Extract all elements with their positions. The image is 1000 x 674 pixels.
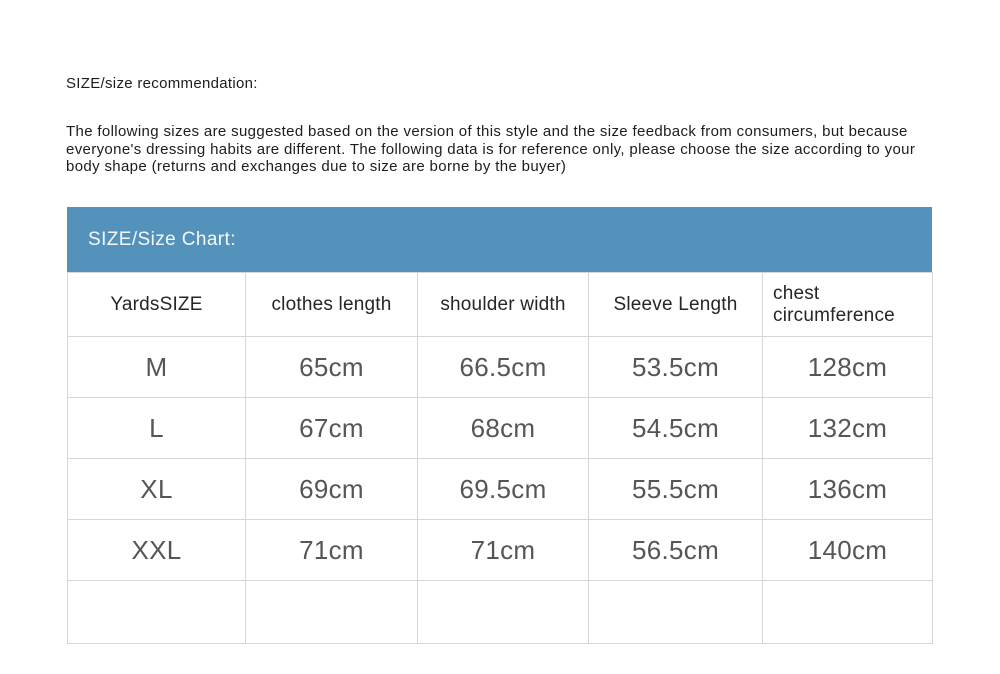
table-header-row (68, 273, 933, 337)
page-title: SIZE/size recommendation: (66, 75, 258, 92)
cell-sleeve-length: 55.5cm (589, 459, 763, 520)
cell-clothes-length: 71cm (246, 520, 418, 581)
cell-chest-circumference: 128cm (763, 337, 933, 398)
cell-sleeve-length: 56.5cm (589, 520, 763, 581)
column-header-size: YardsSIZE (68, 273, 246, 337)
cell-shoulder-width: 66.5cm (418, 337, 589, 398)
cell-chest-circumference: 132cm (763, 398, 933, 459)
column-header-chest-circumference: chest circumference (763, 273, 933, 337)
column-header-shoulder-width: shoulder width (418, 273, 589, 337)
table-row-xl (68, 459, 933, 520)
cell-size: L (68, 398, 246, 459)
cell-chest-circumference: 136cm (763, 459, 933, 520)
cell-clothes-length: 69cm (246, 459, 418, 520)
cell-chest-circumference: 140cm (763, 520, 933, 581)
cell-size (68, 581, 246, 644)
cell-shoulder-width: 69.5cm (418, 459, 589, 520)
cell-sleeve-length: 53.5cm (589, 337, 763, 398)
cell-clothes-length: 67cm (246, 398, 418, 459)
table-row-empty (68, 581, 933, 644)
column-header-sleeve-length: Sleeve Length (589, 273, 763, 337)
cell-size: XXL (68, 520, 246, 581)
size-chart-table (67, 272, 933, 644)
cell-clothes-length (246, 581, 418, 644)
table-row-xxl (68, 520, 933, 581)
cell-shoulder-width (418, 581, 589, 644)
cell-sleeve-length: 54.5cm (589, 398, 763, 459)
cell-sleeve-length (589, 581, 763, 644)
table-row-m (68, 337, 933, 398)
size-chart-title-bar (67, 207, 932, 272)
cell-chest-circumference (763, 581, 933, 644)
cell-shoulder-width: 71cm (418, 520, 589, 581)
size-chart-title: SIZE/Size Chart: (88, 228, 236, 250)
size-recommendation-text: The following sizes are suggested based on the version of this style and the size feedback from consumers, but because everyone's dressing habits are different. The following data is for reference only, please choose the size according to your body shape (returns and exchanges due to size are borne by the buyer) (66, 123, 916, 175)
table-row-l (68, 398, 933, 459)
cell-shoulder-width: 68cm (418, 398, 589, 459)
cell-size: XL (68, 459, 246, 520)
cell-clothes-length: 65cm (246, 337, 418, 398)
cell-size: M (68, 337, 246, 398)
column-header-clothes-length: clothes length (246, 273, 418, 337)
